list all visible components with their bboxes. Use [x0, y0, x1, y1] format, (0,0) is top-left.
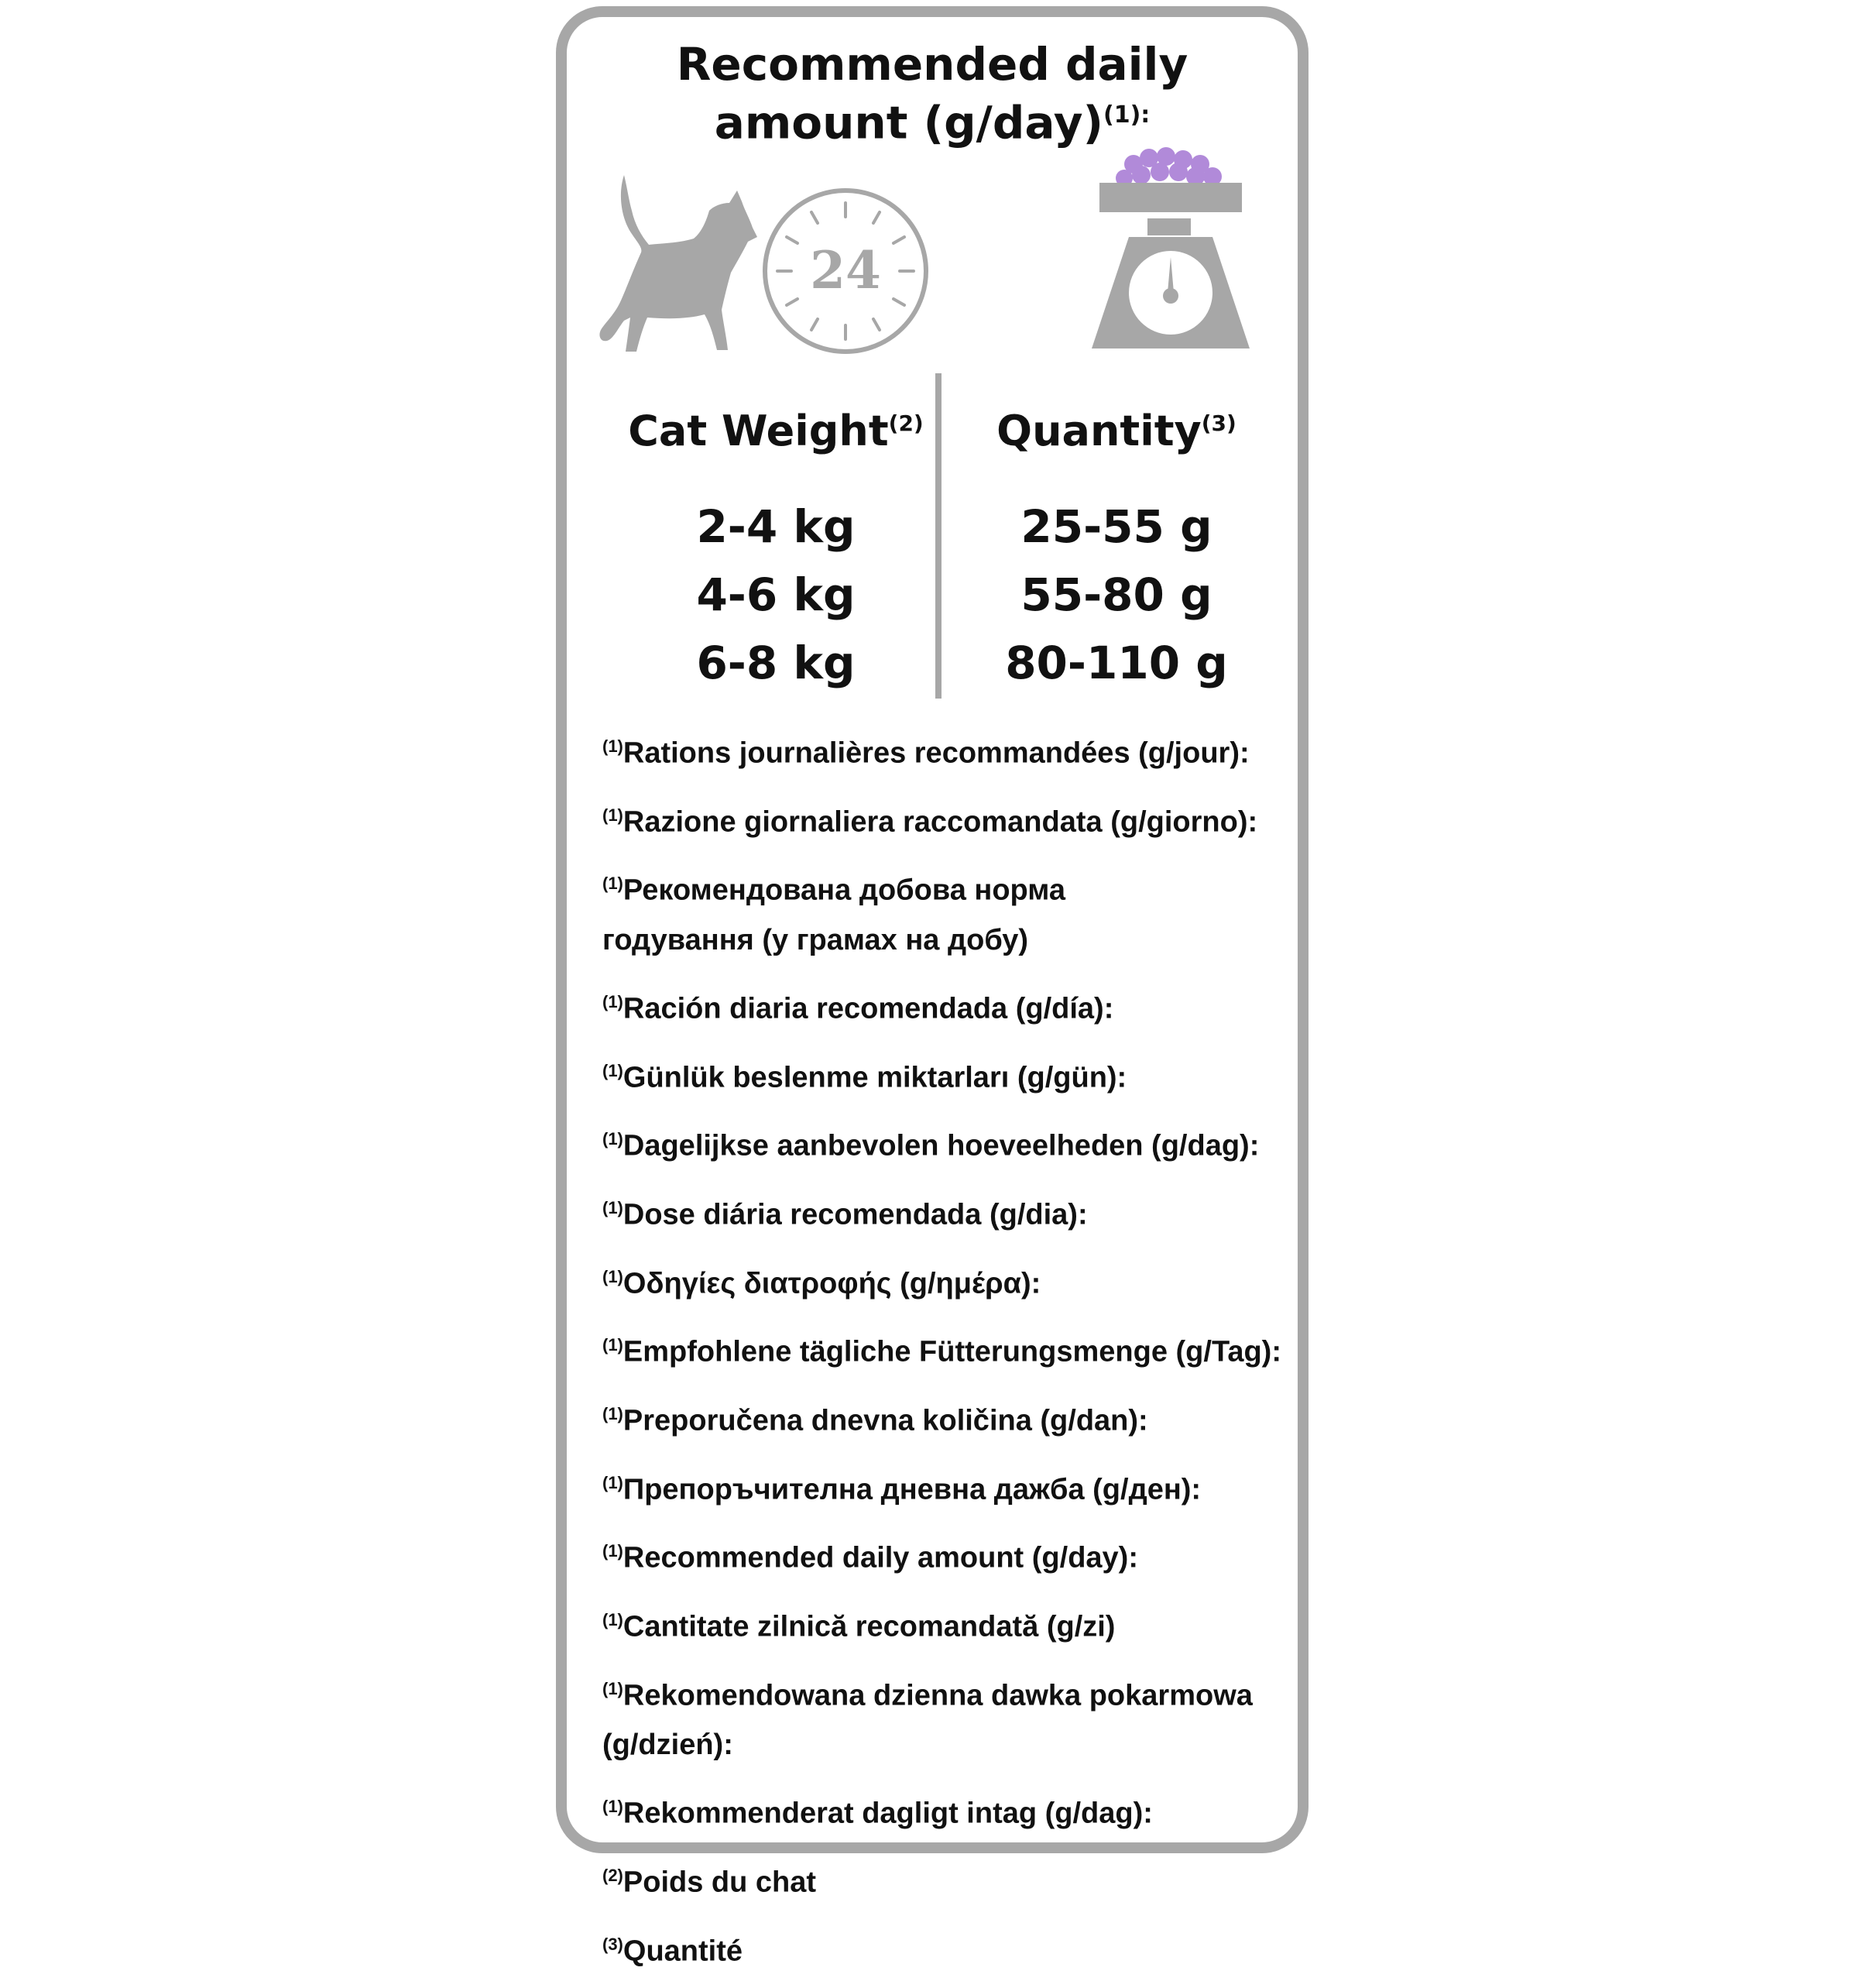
quantity-column	[954, 397, 1279, 697]
footnote-weight: $^{(2)}$Poids du chat	[602, 1865, 817, 1899]
weight-row-3: 6-8 kg	[696, 637, 856, 689]
quantity-header: Quantity$^{(3)}$	[996, 407, 1236, 455]
icon-row	[598, 164, 1264, 366]
footnote-en: $^{(1)}$Recommended daily amount (g/day):	[602, 1541, 1138, 1574]
footnote-nl: $^{(1)}$Dagelijkse aanbevolen hoeveelheden (g/dag):	[602, 1129, 1260, 1162]
title-footnote-marker: (1):	[1103, 101, 1151, 129]
footnote-uk: $^{(1)}$Рекомендована добова норма годування (у грамах на добу)	[602, 874, 1066, 956]
clock-label: 24	[810, 240, 881, 300]
footnote-el: $^{(1)}$Οδηγίες διατροφής (g/ημέρα):	[602, 1266, 1041, 1300]
footnote-tr: $^{(1)}$Günlük beslenme miktarları (g/gün):	[602, 1060, 1127, 1094]
footnote-it: $^{(1)}$Razione giornaliera raccomandata (g/giorno):	[602, 805, 1258, 839]
footnote-ro: $^{(1)}$Cantitate zilnică recomandată (g/zi)	[602, 1609, 1116, 1643]
title-line-1: Recommended daily	[676, 38, 1188, 91]
kitchen-scale-icon	[1086, 141, 1256, 366]
footnotes	[602, 722, 1299, 1988]
quantity-row-2: 55-80 g	[1020, 568, 1212, 621]
footnote-hr: $^{(1)}$Preporučena dnevna količina (g/dan):	[602, 1403, 1148, 1437]
cat-icon	[598, 170, 760, 356]
cat-weight-header: Cat Weight$^{(2)}$	[628, 407, 924, 455]
title-line-2: amount $(g/day)^{(1):}$	[714, 96, 1151, 149]
footnote-quantity: $^{(3)}$Quantité	[602, 1934, 743, 1968]
weight-row-1: 2-4 kg	[696, 500, 856, 553]
footnote-fr: $^{(1)}$Rations journalières recommandées (g/jour):	[602, 736, 1250, 770]
cat-weight-column	[613, 397, 938, 697]
footnote-pt: $^{(1)}$Dose diária recomendada (g/dia):	[602, 1197, 1088, 1231]
quantity-row-1: 25-55 g	[1020, 500, 1212, 553]
page-title	[567, 39, 1298, 148]
feeding-guide-card	[556, 6, 1309, 1968]
footnote-de: $^{(1)}$Empfohlene tägliche Fütterungsmenge (g/Tag):	[602, 1335, 1281, 1368]
weight-row-2: 4-6 kg	[696, 568, 856, 621]
clock-24-icon	[760, 186, 931, 356]
footnote-sv: $^{(1)}$Rekommenderat dagligt intag (g/dag):	[602, 1797, 1153, 1830]
footnote-bg: $^{(1)}$Препоръчителна дневна дажба (g/ден):	[602, 1472, 1202, 1506]
footnote-es: $^{(1)}$Ración diaria recomendada (g/día):	[602, 991, 1114, 1025]
quantity-row-3: 80-110 g	[1005, 637, 1228, 689]
footnote-pl: $^{(1)}$Rekomendowana dzienna dawka pokarmowa (g/dzień):	[602, 1678, 1253, 1762]
